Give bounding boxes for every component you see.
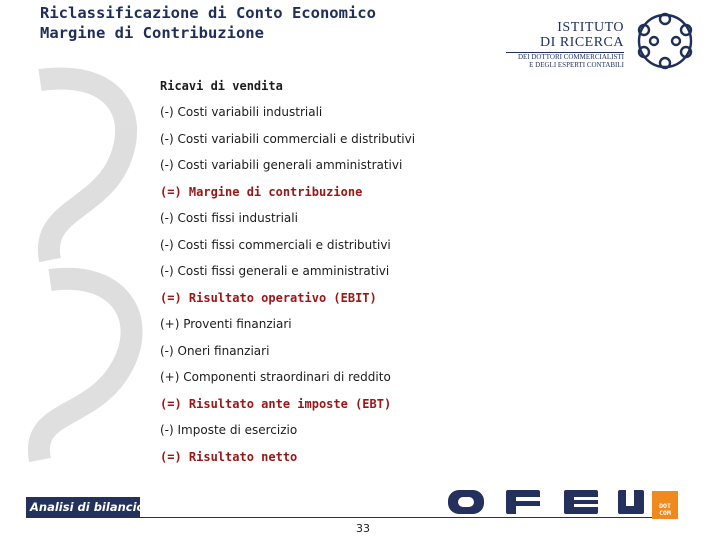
logo-line-1: ISTITUTO <box>557 20 624 35</box>
list-item: (-) Costi variabili commerciali e distributivi <box>160 131 416 146</box>
list-item: (=) Risultato ante imposte (EBT) <box>160 396 392 411</box>
list-item: (+) Componenti straordinari di reddito <box>160 370 391 384</box>
open-brand-logo <box>448 488 648 518</box>
list-item: (+) Proventi finanziari <box>160 317 292 331</box>
logo-sub-line-2: E DEGLI ESPERTI CONTABILI <box>529 61 624 69</box>
list-item: (-) Oneri finanziari <box>160 343 270 358</box>
list-item: (=) Margine di contribuzione <box>160 184 363 199</box>
list-item: (-) Imposte di esercizio <box>160 423 298 437</box>
list-item: Ricavi di vendita <box>160 79 283 93</box>
list-item: (-) Costi fissi generali e amministrativi <box>160 264 390 278</box>
logo-subtitle <box>518 53 624 69</box>
title-line-2: Margine di Contribuzione <box>40 24 264 42</box>
istituto-logo <box>498 6 698 76</box>
logo-sub-line-1: DEI DOTTORI COMMERCIALISTI <box>517 53 624 61</box>
page-number: 33 <box>356 522 370 535</box>
logo-line-2: DI RICERCA <box>540 35 624 50</box>
watermark-logo <box>0 50 170 470</box>
brand-badge-text: DOT COM <box>659 502 671 517</box>
footer-label: Analisi di bilancio <box>30 500 145 514</box>
title-line-1: Riclassificazione di Conto Economico <box>40 4 376 22</box>
list-item: (-) Costi fissi industriali <box>160 211 298 225</box>
list-item: (-) Costi fissi commerciali e distributivi <box>160 237 391 252</box>
list-item: (-) Costi variabili generali amministrativi <box>160 158 403 172</box>
list-item: (=) Risultato netto <box>160 449 298 464</box>
logo-emblem-icon <box>636 10 694 72</box>
page-title <box>40 3 376 43</box>
list-item: (=) Risultato operativo (EBIT) <box>160 290 377 305</box>
list-item: (-) Costi variabili industriali <box>160 105 323 119</box>
